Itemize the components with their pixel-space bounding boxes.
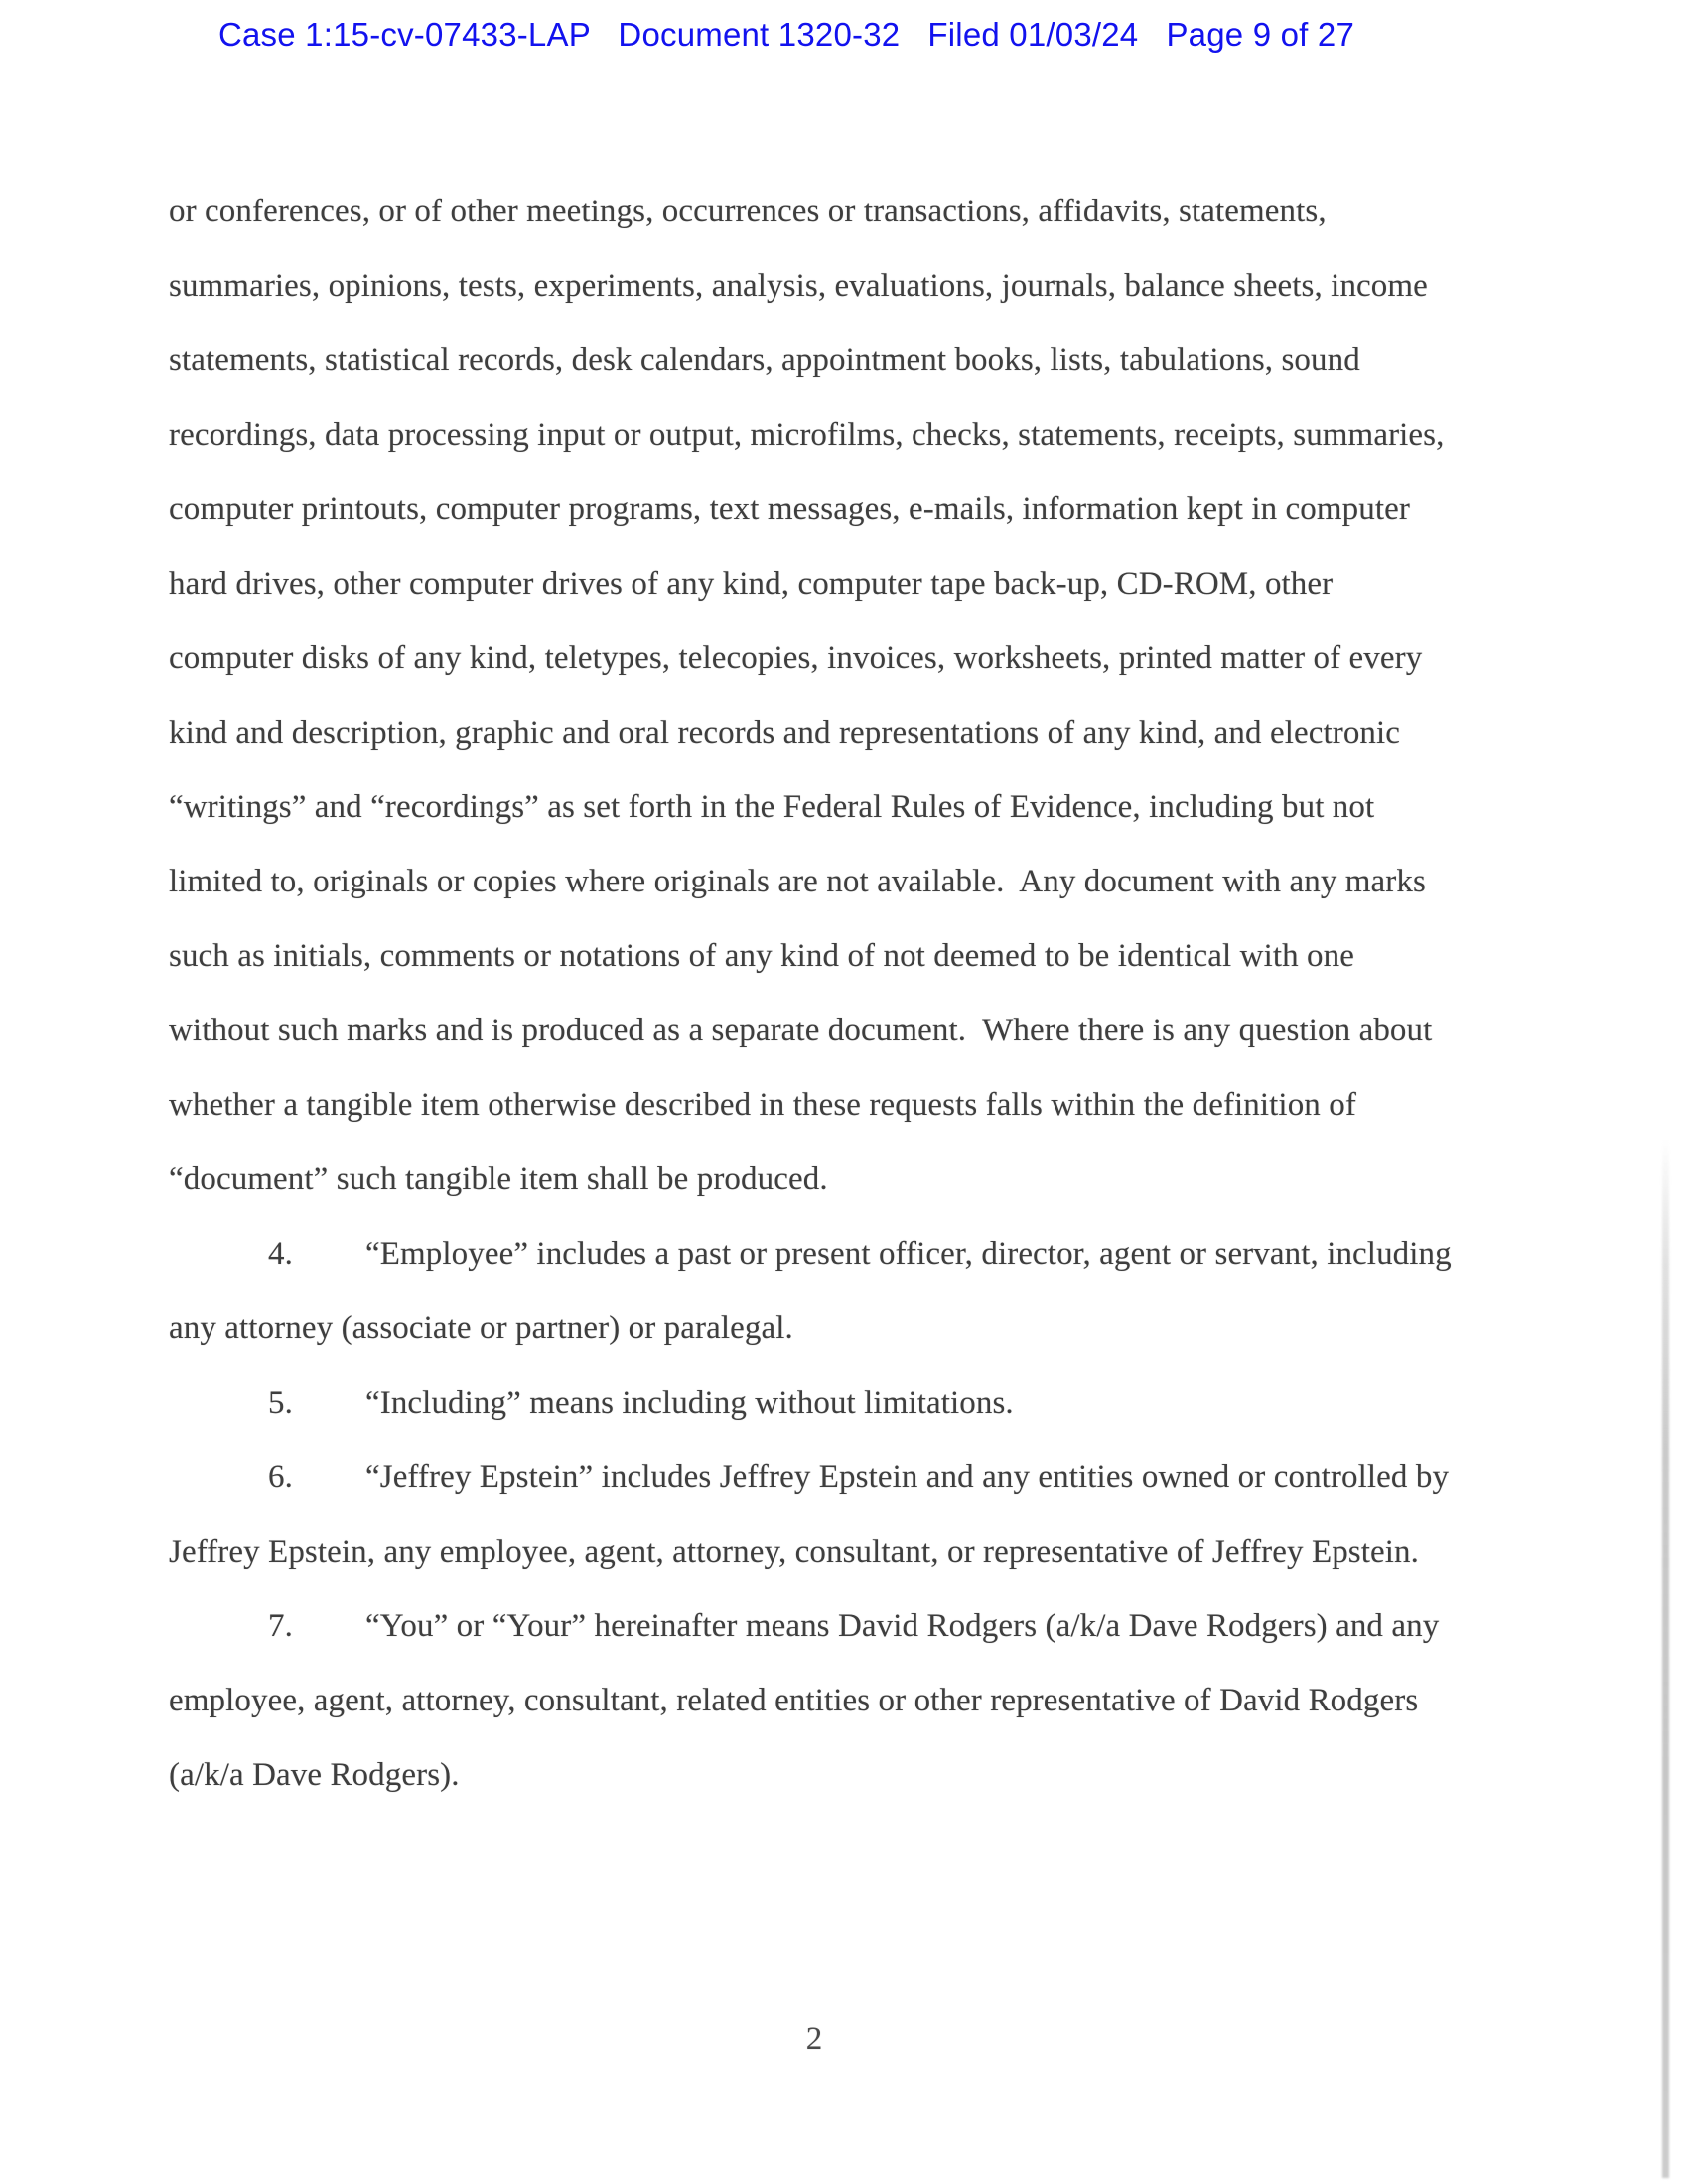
- body-line: Jeffrey Epstein, any employee, agent, attorney, consultant, or representative of Jeffrey Epstein.: [169, 1534, 1419, 1570]
- item-number: 5.: [268, 1385, 293, 1421]
- body-line: summaries, opinions, tests, experiments, analysis, evaluations, journals, balance sheets, income: [169, 268, 1428, 304]
- item-number: 4.: [268, 1236, 293, 1272]
- body-line: “writings” and “recordings” as set forth in the Federal Rules of Evidence, including but not: [169, 789, 1375, 825]
- numbered-item-4-first-line: [169, 1217, 1489, 1292]
- item-text: “Jeffrey Epstein” includes Jeffrey Epstein and any entities owned or controlled by: [365, 1459, 1450, 1495]
- item-number: 6.: [268, 1459, 293, 1495]
- body-line: or conferences, or of other meetings, occurrences or transactions, affidavits, statements,: [169, 194, 1327, 229]
- numbered-item-6-first-line: [169, 1440, 1489, 1515]
- body-line: limited to, originals or copies where originals are not available. Any document with any marks: [169, 864, 1426, 899]
- scan-artifact-line: [1662, 1140, 1669, 2178]
- body-line: whether a tangible item otherwise described in these requests falls within the definition of: [169, 1087, 1356, 1123]
- item-text: “Including” means including without limitations.: [365, 1385, 1014, 1421]
- body-line: hard drives, other computer drives of any kind, computer tape back-up, CD-ROM, other: [169, 566, 1334, 602]
- body-line: such as initials, comments or notations of any kind of not deemed to be identical with one: [169, 938, 1355, 974]
- numbered-item-7-first-line: [169, 1589, 1489, 1664]
- ecf-stamp-header: Case 1:15-cv-07433-LAP Document 1320-32 Filed 01/03/24 Page 9 of 27: [217, 16, 1355, 53]
- body-line: any attorney (associate or partner) or paralegal.: [169, 1310, 793, 1346]
- body-line: “document” such tangible item shall be produced.: [169, 1161, 828, 1197]
- body-line: kind and description, graphic and oral records and representations of any kind, and electronic: [169, 715, 1401, 751]
- item-text: “You” or “Your” hereinafter means David Rodgers (a/k/a Dave Rodgers) and any: [365, 1608, 1440, 1644]
- document-body: [169, 175, 1489, 1813]
- item-text: “Employee” includes a past or present officer, director, agent or servant, including: [365, 1236, 1452, 1272]
- body-line: without such marks and is produced as a separate document. Where there is any question about: [169, 1013, 1433, 1048]
- body-line: employee, agent, attorney, consultant, related entities or other representative of David Rodgers: [169, 1683, 1419, 1718]
- body-line: (a/k/a Dave Rodgers).: [169, 1757, 460, 1793]
- body-line: statements, statistical records, desk calendars, appointment books, lists, tabulations, sound: [169, 342, 1360, 378]
- body-line: recordings, data processing input or output, microfilms, checks, statements, receipts, summaries,: [169, 417, 1445, 453]
- body-line: computer disks of any kind, teletypes, telecopies, invoices, worksheets, printed matter of every: [169, 640, 1423, 676]
- page-number: 2: [805, 2021, 823, 2057]
- numbered-item-5-first-line: [169, 1366, 1489, 1440]
- body-line: computer printouts, computer programs, text messages, e-mails, information kept in computer: [169, 491, 1410, 527]
- item-number: 7.: [268, 1608, 293, 1644]
